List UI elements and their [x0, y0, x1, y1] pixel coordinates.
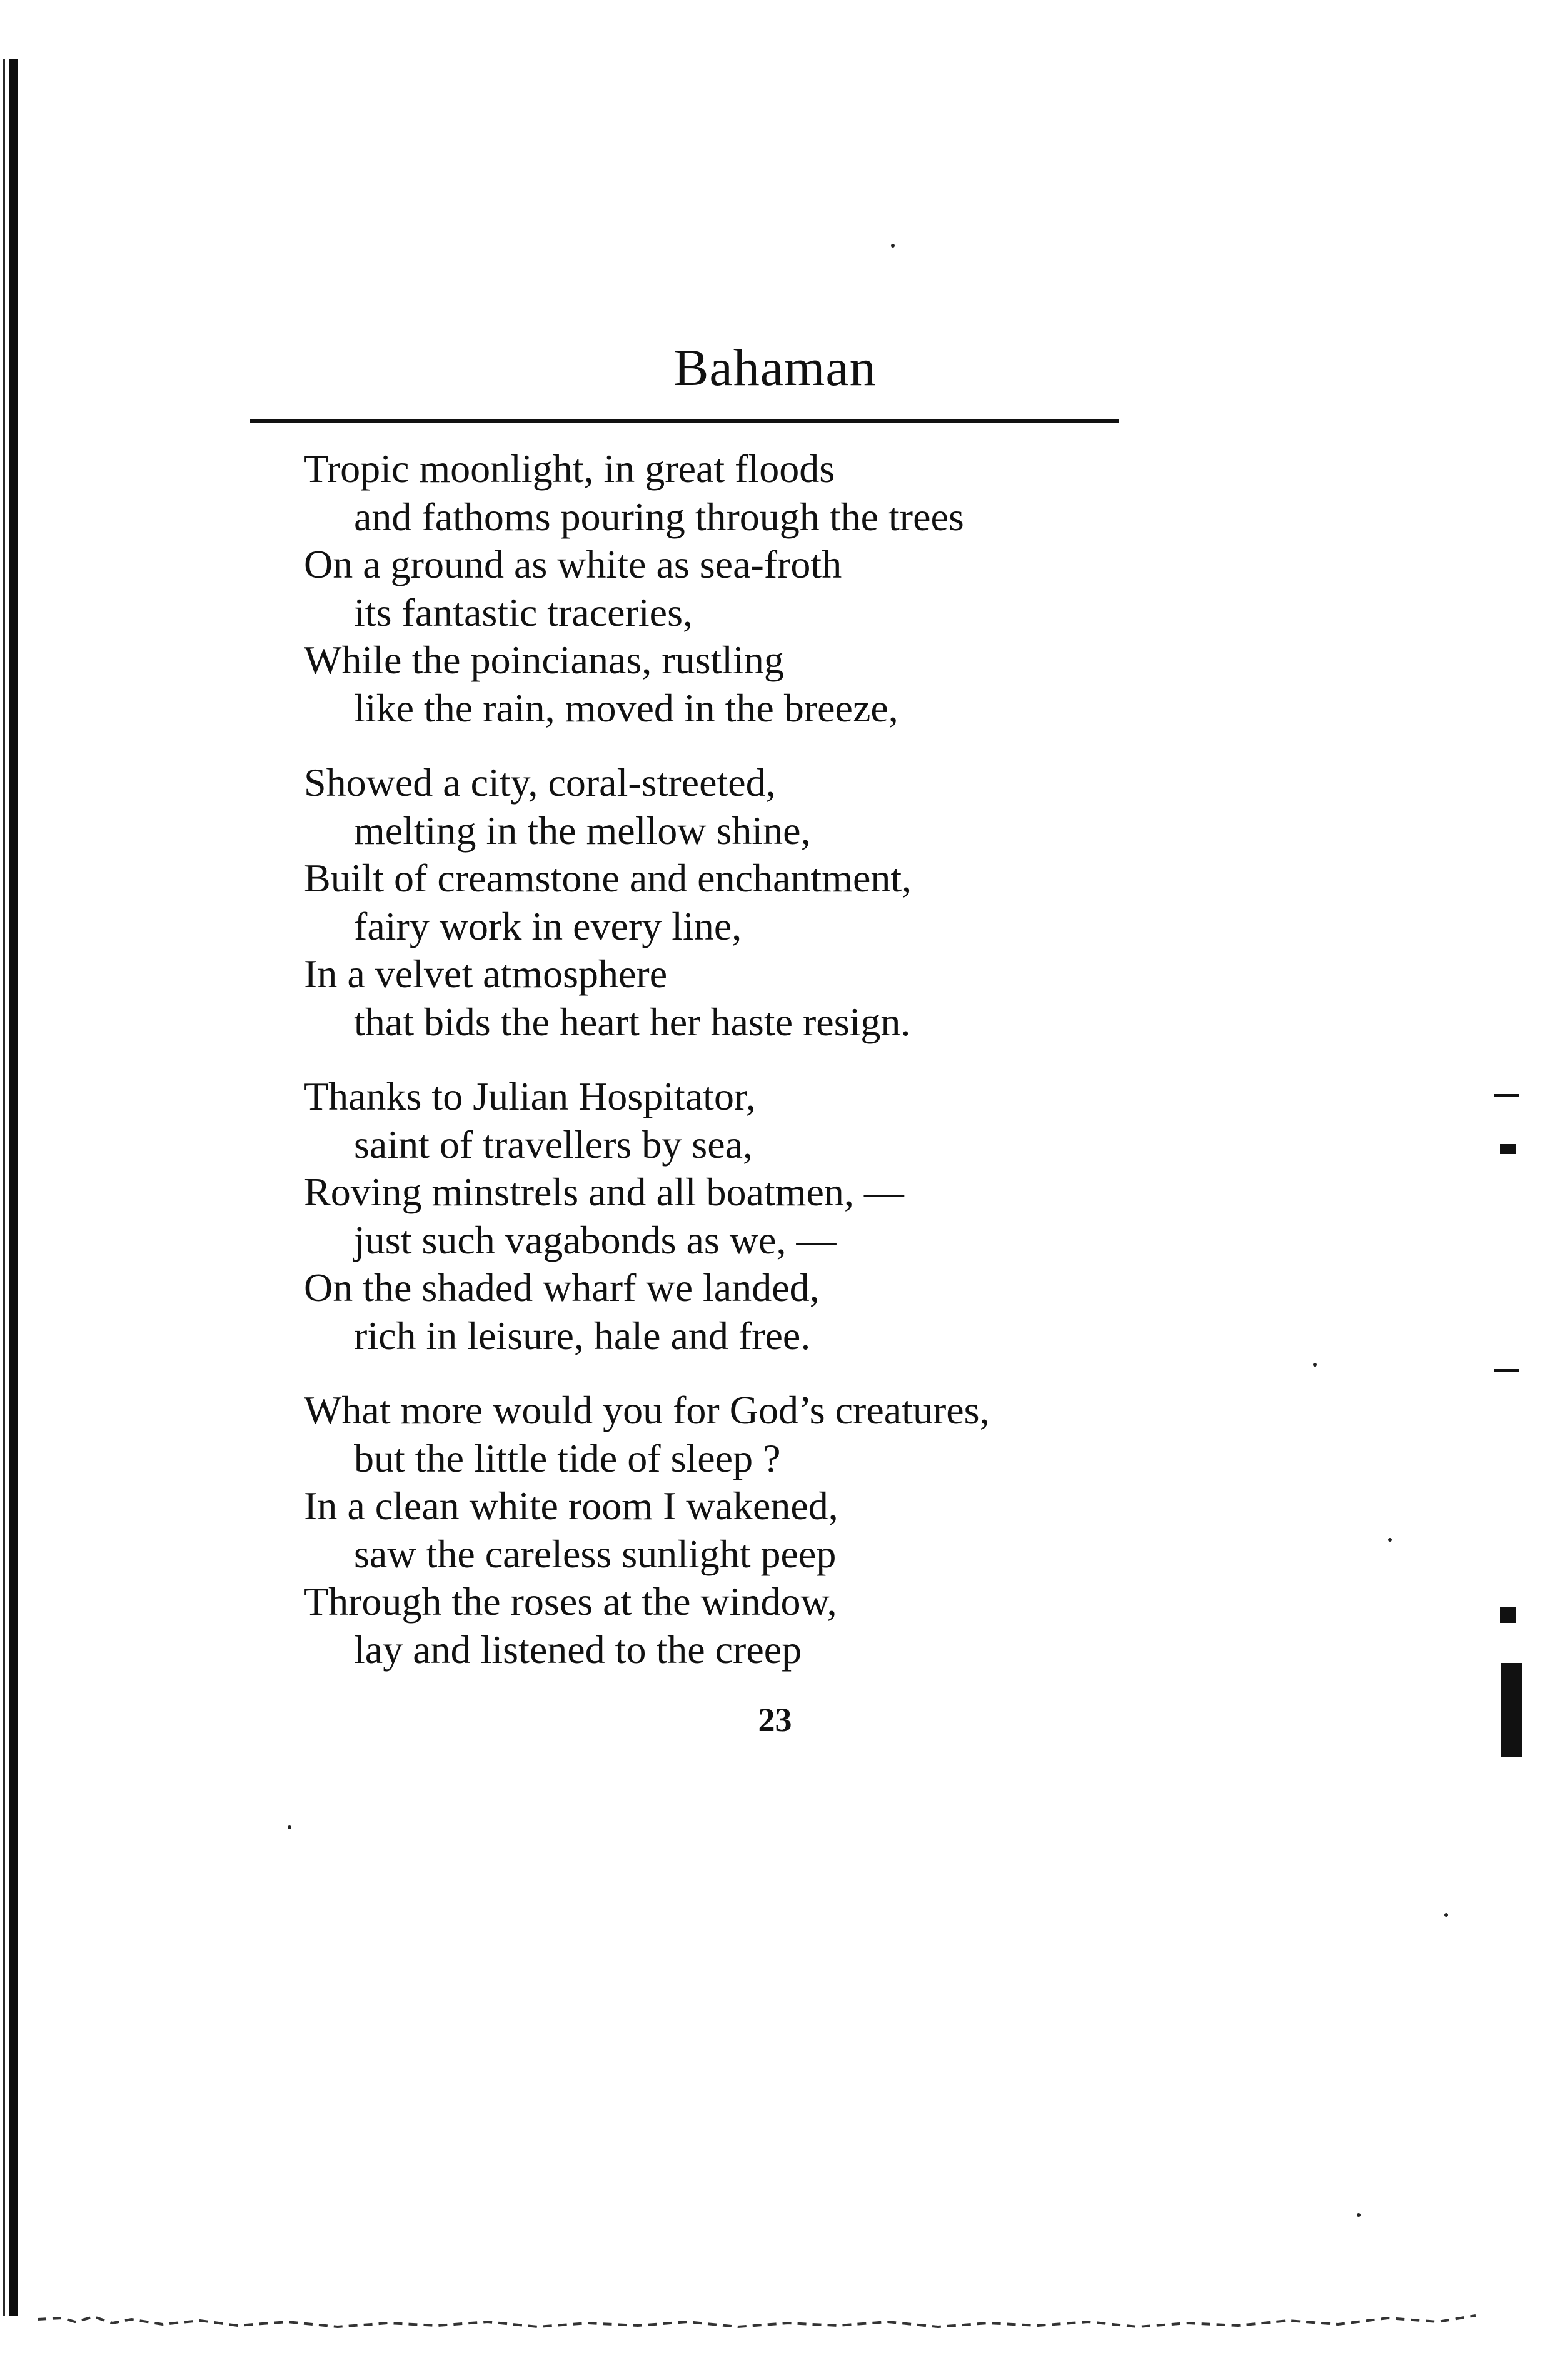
scan-speck — [1444, 1913, 1448, 1917]
scan-speck — [288, 1825, 291, 1829]
poem-line: and fathoms pouring through the trees — [354, 494, 964, 539]
poem-line: Through the roses at the window, — [304, 1579, 837, 1624]
scan-mark — [1494, 1094, 1519, 1097]
poem-line: saint of travellers by sea, — [354, 1122, 753, 1167]
poem-line: fairy work in every line, — [354, 903, 742, 948]
poem-body — [304, 445, 1367, 1700]
poem-title: Bahaman — [673, 339, 877, 397]
scan-speck — [1357, 2213, 1361, 2217]
poem-line: In a velvet atmosphere — [304, 951, 668, 996]
title-rule — [250, 419, 1119, 423]
stanza — [304, 759, 1367, 1046]
poem-line: Built of creamstone and enchantment, — [304, 856, 912, 900]
scan-margin-marks — [1491, 1094, 1529, 1757]
poem-line: What more would you for God’s creatures, — [304, 1388, 990, 1432]
scan-bottom-edge — [38, 2307, 1476, 2332]
scan-speck — [1388, 1538, 1392, 1542]
poem-line: melting in the mellow shine, — [354, 808, 811, 853]
page-number: 23 — [758, 1701, 792, 1739]
stanza — [304, 1387, 1367, 1674]
poem-line: Showed a city, coral-streeted, — [304, 760, 776, 805]
poem-line: Thanks to Julian Hospitator, — [304, 1074, 756, 1118]
scan-mark — [1500, 1144, 1516, 1154]
poem-line: its fantastic traceries, — [354, 590, 693, 635]
stanza — [304, 1073, 1367, 1360]
scan-speck — [891, 244, 895, 248]
stanza — [304, 445, 1367, 732]
poem-line: Tropic moonlight, in great floods — [304, 446, 835, 491]
poem-line: On a ground as white as sea-froth — [304, 542, 842, 586]
poem-line: saw the careless sunlight peep — [354, 1531, 837, 1576]
scan-mark — [1500, 1607, 1516, 1623]
poem-line: lay and listened to the creep — [354, 1627, 802, 1672]
poem-line: On the shaded wharf we landed, — [304, 1265, 820, 1310]
poem-line: While the poincianas, rustling — [304, 638, 784, 682]
poem-line: Roving minstrels and all boatmen, — — [304, 1170, 904, 1214]
poem-line: that bids the heart her haste resign. — [354, 999, 911, 1044]
poem-line: but the little tide of sleep ? — [354, 1435, 781, 1480]
scan-mark — [1494, 1369, 1519, 1372]
poem-line: In a clean white room I wakened, — [304, 1484, 838, 1528]
poem-line: rich in leisure, hale and free. — [354, 1313, 811, 1358]
poem-line: like the rain, moved in the breeze, — [354, 685, 898, 730]
poem-line: just such vagabonds as we, — — [354, 1217, 837, 1262]
